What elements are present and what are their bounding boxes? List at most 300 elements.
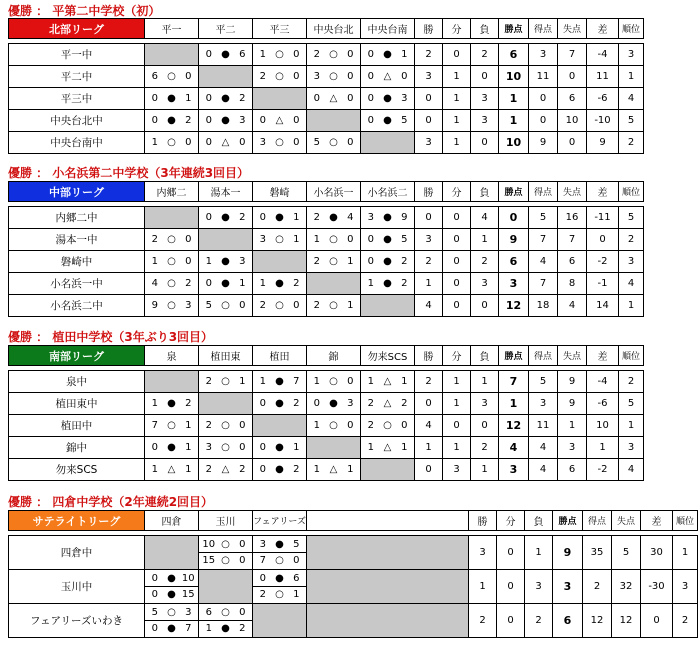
score-against: 7 [185, 623, 192, 634]
result-cell [145, 371, 199, 393]
score-against: 1 [347, 256, 354, 267]
stat-rank: 5 [619, 207, 644, 229]
stat-pts: 1 [499, 393, 529, 415]
match-result [307, 420, 360, 431]
stat-diff: -2 [587, 251, 619, 273]
stat-w: 1 [469, 570, 497, 604]
stat-pts: 10 [499, 66, 529, 88]
stat-header-ga: 失点 [558, 19, 587, 39]
result-cell [145, 393, 199, 415]
team-name: 四倉中 [9, 536, 145, 570]
score-against: 2 [185, 398, 192, 409]
score-for: 2 [205, 376, 212, 387]
stat-gf: 3 [529, 393, 558, 415]
stat-diff: -10 [587, 110, 619, 132]
score-for: 4 [151, 278, 158, 289]
result-cell [253, 207, 307, 229]
stat-w: 3 [469, 536, 497, 570]
stat-header-w: 勝 [415, 182, 443, 202]
result-cell [253, 295, 307, 317]
result-cell [253, 110, 307, 132]
result-cell [361, 207, 415, 229]
stat-ga: 4 [558, 295, 587, 317]
result-cell [199, 273, 253, 295]
result-cell [145, 437, 199, 459]
score-for: 1 [151, 398, 158, 409]
score-for: 2 [151, 234, 158, 245]
match-result [199, 553, 252, 568]
stat-l: 3 [471, 110, 499, 132]
match-result [307, 71, 360, 82]
stat-d: 0 [443, 415, 471, 437]
stat-diff: -6 [587, 393, 619, 415]
score-against: 0 [293, 115, 300, 126]
score-against: 1 [293, 589, 300, 600]
match-result [307, 93, 360, 104]
score-for: 1 [367, 442, 374, 453]
stat-d: 1 [443, 132, 471, 154]
match-result [253, 442, 306, 453]
header-row [9, 346, 644, 366]
match-result [361, 376, 414, 387]
score-against: 1 [401, 442, 408, 453]
stat-header-diff: 差 [587, 346, 619, 366]
score-for: 0 [313, 93, 320, 104]
stat-ga: 0 [558, 132, 587, 154]
match-result [253, 571, 306, 587]
blank-cell [307, 536, 469, 570]
result-cell [253, 88, 307, 110]
score-against: 0 [185, 234, 192, 245]
result-mark: ● [167, 398, 176, 409]
score-for: 0 [259, 464, 266, 475]
result-mark: ○ [275, 49, 284, 60]
result-mark: ○ [167, 234, 176, 245]
match-result [145, 93, 198, 104]
stat-pts: 10 [499, 132, 529, 154]
score-against: 2 [401, 278, 408, 289]
score-for: 0 [205, 278, 212, 289]
stat-header-gf: 得点 [529, 19, 558, 39]
score-against: 2 [239, 93, 246, 104]
match-result [145, 115, 198, 126]
result-mark: ○ [329, 49, 338, 60]
score-for: 5 [151, 607, 158, 618]
table-row [9, 229, 644, 251]
stat-d: 0 [497, 570, 525, 604]
satellite-winner-title: 優勝 ： 四倉中学校（2年連続2回目） [8, 495, 214, 509]
score-against: 0 [347, 376, 354, 387]
score-for: 0 [313, 398, 320, 409]
score-for: 0 [259, 442, 266, 453]
result-mark: ● [167, 573, 176, 584]
score-against: 0 [239, 442, 246, 453]
result-cell [253, 393, 307, 415]
score-against: 2 [293, 278, 300, 289]
result-cell [361, 251, 415, 273]
score-for: 2 [259, 300, 266, 311]
stat-rank: 4 [619, 88, 644, 110]
stat-header-l: 負 [471, 182, 499, 202]
result-mark: ● [383, 234, 392, 245]
stat-header-rank: 順位 [619, 19, 644, 39]
match-result [199, 442, 252, 453]
score-for: 0 [367, 93, 374, 104]
stat-header-w: 勝 [415, 19, 443, 39]
result-cell [199, 393, 253, 415]
result-cell [307, 207, 361, 229]
stat-diff: -2 [587, 459, 619, 481]
result-cell [199, 371, 253, 393]
result-cell [253, 371, 307, 393]
table-row [9, 371, 644, 393]
score-against: 7 [293, 376, 300, 387]
score-for: 1 [367, 376, 374, 387]
stat-ga: 6 [558, 88, 587, 110]
stat-d: 3 [443, 459, 471, 481]
result-cell [361, 415, 415, 437]
stat-gf: 12 [583, 604, 612, 638]
score-for: 0 [205, 49, 212, 60]
stat-w: 2 [415, 251, 443, 273]
score-against: 0 [185, 256, 192, 267]
table-row [9, 295, 644, 317]
result-cell [253, 44, 307, 66]
stat-l: 0 [471, 295, 499, 317]
result-cell [307, 132, 361, 154]
opponent-header: 中央台北 [307, 19, 361, 39]
match-result [145, 587, 198, 602]
result-cell [253, 570, 307, 604]
match-result [361, 234, 414, 245]
stat-w: 1 [415, 273, 443, 295]
match-result [199, 464, 252, 475]
stat-pts: 1 [499, 88, 529, 110]
stat-diff: 14 [587, 295, 619, 317]
result-cell [199, 604, 253, 638]
table-row [9, 536, 698, 570]
score-against: 0 [293, 49, 300, 60]
result-cell [361, 229, 415, 251]
score-against: 3 [185, 607, 192, 618]
stat-l: 1 [525, 536, 553, 570]
result-mark: ○ [275, 137, 284, 148]
score-against: 0 [293, 555, 300, 566]
stat-w: 3 [415, 66, 443, 88]
result-mark: ● [167, 442, 176, 453]
stat-l: 2 [471, 437, 499, 459]
score-for: 0 [151, 442, 158, 453]
stat-rank: 3 [619, 437, 644, 459]
result-mark: ○ [221, 607, 230, 618]
score-against: 0 [293, 137, 300, 148]
stat-d: 0 [443, 207, 471, 229]
result-mark: ○ [167, 278, 176, 289]
team-name: 平二中 [9, 66, 145, 88]
table-row [9, 251, 644, 273]
score-for: 0 [205, 137, 212, 148]
result-mark: ○ [221, 300, 230, 311]
score-against: 3 [401, 93, 408, 104]
score-for: 0 [151, 93, 158, 104]
score-for: 0 [367, 115, 374, 126]
stat-w: 4 [415, 415, 443, 437]
stat-diff: -30 [641, 570, 673, 604]
result-cell [199, 207, 253, 229]
result-mark: ● [275, 442, 284, 453]
central-winner-title: 優勝 ： 小名浜第二中学校（3年連続3回目） [8, 166, 250, 180]
match-result [253, 300, 306, 311]
result-mark: △ [329, 464, 338, 475]
team-name: 小名浜二中 [9, 295, 145, 317]
result-mark: ○ [329, 137, 338, 148]
stat-diff: 0 [641, 604, 673, 638]
opponent-header: 錦 [307, 346, 361, 366]
stat-header-pts: 勝点 [553, 511, 583, 531]
stat-gf: 9 [529, 132, 558, 154]
result-mark: ○ [329, 420, 338, 431]
match-result [253, 398, 306, 409]
table-row [9, 459, 644, 481]
match-result [307, 464, 360, 475]
match-result [253, 115, 306, 126]
stat-rank: 3 [673, 570, 698, 604]
match-result [145, 571, 198, 587]
stat-diff: 10 [587, 415, 619, 437]
match-result [361, 442, 414, 453]
stat-header-pts: 勝点 [499, 346, 529, 366]
score-against: 1 [293, 234, 300, 245]
match-result [145, 278, 198, 289]
league-name: サテライトリーグ [9, 511, 145, 531]
stat-gf: 11 [529, 66, 558, 88]
opponent-header: 植田 [253, 346, 307, 366]
north-league-table [8, 18, 644, 154]
header-row [9, 182, 644, 202]
score-for: 0 [367, 234, 374, 245]
match-result [307, 256, 360, 267]
score-for: 9 [151, 300, 158, 311]
score-for: 0 [205, 93, 212, 104]
score-for: 0 [259, 573, 266, 584]
score-for: 10 [202, 539, 216, 550]
result-mark: ○ [329, 376, 338, 387]
stat-header-diff: 差 [641, 511, 673, 531]
opponent-header: 内郷二 [145, 182, 199, 202]
score-against: 0 [239, 555, 246, 566]
score-for: 1 [367, 278, 374, 289]
result-mark: ● [221, 93, 230, 104]
stat-gf: 4 [529, 251, 558, 273]
result-mark: △ [383, 442, 392, 453]
stat-gf: 11 [529, 415, 558, 437]
stat-pts: 0 [499, 207, 529, 229]
result-cell [199, 295, 253, 317]
stat-header-w: 勝 [469, 511, 497, 531]
score-against: 1 [185, 464, 192, 475]
result-cell [361, 132, 415, 154]
result-cell [145, 66, 199, 88]
result-cell [307, 371, 361, 393]
result-cell [253, 229, 307, 251]
stat-ga: 6 [558, 251, 587, 273]
result-cell [199, 44, 253, 66]
result-mark: △ [329, 93, 338, 104]
stat-d: 0 [443, 44, 471, 66]
result-cell [199, 459, 253, 481]
result-cell [145, 415, 199, 437]
score-for: 0 [151, 115, 158, 126]
table-row [9, 132, 644, 154]
stat-header-gf: 得点 [583, 511, 612, 531]
stat-ga: 9 [558, 371, 587, 393]
stat-w: 1 [415, 437, 443, 459]
match-result [145, 621, 198, 636]
result-mark: ● [275, 212, 284, 223]
stat-l: 3 [471, 393, 499, 415]
score-for: 3 [259, 137, 266, 148]
result-cell [307, 295, 361, 317]
result-mark: ○ [167, 607, 176, 618]
stat-w: 2 [415, 371, 443, 393]
stat-rank: 3 [619, 44, 644, 66]
stat-gf: 0 [529, 110, 558, 132]
opponent-header: 玉川 [199, 511, 253, 531]
league-name: 北部リーグ [9, 19, 145, 39]
stat-gf: 2 [583, 570, 612, 604]
match-result [361, 115, 414, 126]
score-against: 0 [239, 539, 246, 550]
table-row [9, 604, 698, 638]
match-result [199, 115, 252, 126]
stat-rank: 2 [619, 132, 644, 154]
header-row [9, 511, 698, 531]
match-result [253, 71, 306, 82]
match-result [361, 420, 414, 431]
stat-w: 2 [469, 604, 497, 638]
league-name: 中部リーグ [9, 182, 145, 202]
score-for: 0 [205, 115, 212, 126]
stat-d: 0 [443, 251, 471, 273]
stat-rank: 1 [619, 295, 644, 317]
stat-l: 3 [525, 570, 553, 604]
result-cell [307, 44, 361, 66]
stat-header-gf: 得点 [529, 182, 558, 202]
score-against: 2 [185, 115, 192, 126]
match-result [145, 234, 198, 245]
stat-rank: 1 [619, 66, 644, 88]
score-against: 1 [347, 300, 354, 311]
match-result [145, 420, 198, 431]
stat-pts: 1 [499, 110, 529, 132]
result-mark: ● [275, 278, 284, 289]
match-result [145, 464, 198, 475]
score-against: 3 [239, 256, 246, 267]
result-mark: ○ [275, 300, 284, 311]
result-cell [361, 110, 415, 132]
result-cell [145, 459, 199, 481]
result-cell [307, 437, 361, 459]
stat-pts: 3 [499, 459, 529, 481]
result-mark: ○ [221, 442, 230, 453]
result-mark: ○ [275, 71, 284, 82]
result-cell [199, 229, 253, 251]
stat-w: 0 [415, 110, 443, 132]
south-winner-title: 優勝 ： 植田中学校（3年ぶり3回目） [8, 330, 214, 344]
opponent-header: 四倉 [145, 511, 199, 531]
result-cell [253, 459, 307, 481]
result-mark: ○ [329, 300, 338, 311]
score-against: 2 [293, 398, 300, 409]
score-against: 0 [185, 71, 192, 82]
score-for: 1 [151, 256, 158, 267]
stat-rank: 1 [673, 536, 698, 570]
score-for: 6 [205, 607, 212, 618]
stat-l: 0 [471, 66, 499, 88]
opponent-header: 植田東 [199, 346, 253, 366]
result-mark: △ [221, 137, 230, 148]
stat-rank: 4 [619, 459, 644, 481]
result-cell [307, 459, 361, 481]
stat-ga: 6 [558, 459, 587, 481]
stat-gf: 5 [529, 371, 558, 393]
match-result [253, 49, 306, 60]
score-against: 0 [239, 137, 246, 148]
table-row [9, 44, 644, 66]
match-result [199, 256, 252, 267]
team-name: 中央台北中 [9, 110, 145, 132]
stat-d: 1 [443, 393, 471, 415]
stat-w: 3 [415, 229, 443, 251]
score-for: 3 [205, 442, 212, 453]
match-result [253, 587, 306, 602]
result-cell [253, 415, 307, 437]
result-mark: ○ [275, 234, 284, 245]
match-result [145, 300, 198, 311]
score-for: 1 [313, 234, 320, 245]
stat-header-diff: 差 [587, 182, 619, 202]
score-against: 0 [185, 137, 192, 148]
score-against: 3 [239, 115, 246, 126]
score-for: 2 [205, 420, 212, 431]
match-result [361, 71, 414, 82]
result-cell [199, 415, 253, 437]
result-mark: ● [221, 49, 230, 60]
stat-header-diff: 差 [587, 19, 619, 39]
result-cell [253, 273, 307, 295]
score-for: 2 [313, 300, 320, 311]
stat-pts: 9 [553, 536, 583, 570]
stat-header-rank: 順位 [619, 182, 644, 202]
result-cell [145, 229, 199, 251]
score-for: 2 [205, 464, 212, 475]
match-result [253, 553, 306, 568]
match-result [199, 93, 252, 104]
table-row [9, 66, 644, 88]
result-mark: ○ [383, 420, 392, 431]
opponent-header: 小名浜一 [307, 182, 361, 202]
score-against: 2 [401, 256, 408, 267]
team-name: 錦中 [9, 437, 145, 459]
score-against: 0 [293, 71, 300, 82]
result-mark: ○ [329, 234, 338, 245]
team-name: 平三中 [9, 88, 145, 110]
result-mark: ● [167, 623, 176, 634]
stat-header-w: 勝 [415, 346, 443, 366]
match-result [253, 376, 306, 387]
result-cell [145, 570, 199, 604]
score-for: 0 [259, 398, 266, 409]
